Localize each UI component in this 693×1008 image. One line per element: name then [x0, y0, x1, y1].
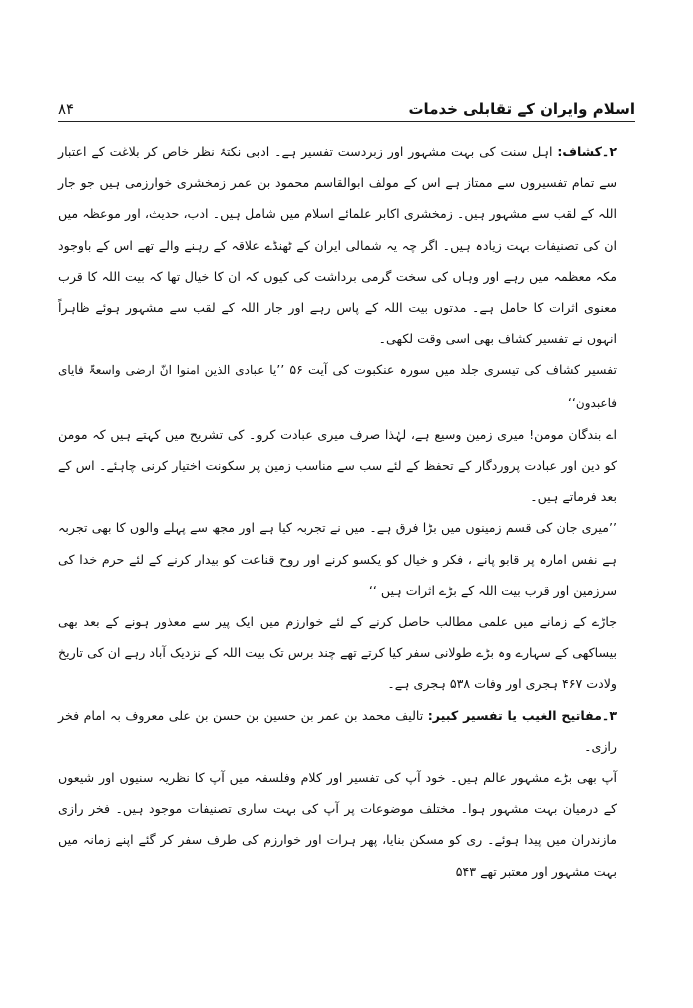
paragraph-text: اے بندگان مومن! میری زمین وسیع ہے، لہٰذا صرف میری عبادت کرو۔ کی تشریح میں کہتے ہیں کہ مومن کو دین اور عبادت پروردگار کے تحفظ کے لئے سب سے مناسب زمین پر سکونت اختیار کرنی چاہئے۔ اس کے بعد فرماتے ہیں۔: [58, 426, 617, 505]
section-heading-kashaf: ۲۔کشاف:: [557, 144, 617, 159]
section-heading-mafatih: ۳۔مفاتیح الغیب یا تفسیر کبیر:: [427, 707, 617, 723]
running-header: [58, 92, 635, 118]
closing-quote: ‘‘: [567, 394, 576, 410]
page-number: ۸۴: [58, 100, 75, 118]
running-title: اسلام وایران کے تقابلی خدمات: [408, 100, 635, 118]
paragraph-text: اہل سنت کی بہت مشہور اور زبردست تفسیر ہے۔ ادبی نکتۂ نظر خاص کر بلاغت کے اعتبار سے تمام تفسیروں سے ممتاز ہے اس کے مولف ابوالقاسم محمود بن عمر زمخشری خوارزمی ہیں جو جار اللہ کے لقب سے مشہور ہیں۔ زمخشری اکابر علمائے اسلام میں شامل ہیں۔ ادب، حدیث، اور موعظہ میں ان کی تصنیفات بہت زیادہ ہیں۔ اگر چہ یہ شمالی ایران کے ٹھنڈے علاقہ کے رہنے والے تھے اس کے باوجود مکہ معظمہ میں رہے اور وہاں کی سخت گرمی برداشت کی کیوں کہ ان کا خیال تھا کہ بیت اللہ کا قرب معنوی اثرات کا حامل ہے۔ مدتوں بیت اللہ کے پاس رہے اور جار اللہ کے لقب سے مشہور ہوئے ظاہراً انہوں نے تفسیر کشاف بھی اسی وقت لکھی۔: [58, 144, 617, 347]
paragraph-text: آپ بھی بڑے مشہور عالم ہیں۔ خود آپ کی تفسیر اور کلام وفلسفہ میں آپ کا نظریہ سنیوں اور شیعوں کے درمیان بہت مشہور ہوا۔ مختلف موضوعات پر آپ کی بہت ساری تصنیفات موجود ہیں۔ فخر رازی مازندران میں پیدا ہوئے۔ ری کو مسکن بنایا، پھر ہرات اور خوارزم کی طرف سفر کر گئے اپنے زمانہ میں بہت مشہور اور معتبر تھے ۵۴۳: [58, 770, 617, 879]
paragraph-quotation: [58, 512, 635, 606]
paragraph-text: ’’میری جان کی قسم زمینوں میں بڑا فرق ہے۔ میں نے تجربہ کیا ہے اور مجھ سے پہلے والوں کا بھی تجربہ ہے نفس امارہ پر قابو پانے ، فکر و خیال کو یکسو کرنے اور روح قناعت کو بیدار کرنے کے لئے حرم خدا کی سرزمین اور قرب بیت اللہ کے بڑے اثرات ہیں ‘‘: [58, 520, 617, 598]
paragraph-ayah-reference: [58, 354, 635, 418]
paragraph-biography: [58, 606, 635, 700]
paragraph-text: تالیف محمد بن عمر بن حسین بن حسن بن علی معروف بہ امام فخر رازی۔: [58, 707, 617, 754]
paragraph-mafatih: [58, 700, 635, 762]
paragraph-text: جاڑے کے زمانے میں علمی مطالب حاصل کرنے کے لئے خوارزم میں ایک پیر سے معذور ہونے کے بعد بھی بیساکھی کے سہارے وہ بڑے طولانی سفر کیا کرتے تھے چند برس تک بیت اللہ کے نزدیک آباد رہے ان کی تاریخ ولادت ۴۶۷ ہجری اور وفات ۵۳۸ ہجری ہے۔: [58, 614, 617, 692]
page-body: [58, 136, 635, 887]
paragraph-text: تفسیر کشاف کی تیسری جلد میں سورہ عنکبوت کی آیت ۵۶ ’’: [276, 362, 617, 378]
paragraph-translation: [58, 419, 635, 513]
arabic-verse: یا عبادی الذین امنوا انّ ارضی واسعۃٌ فایای فاعبدون: [58, 363, 617, 410]
paragraph-razi: [58, 762, 635, 887]
header-divider: [58, 121, 635, 122]
paragraph-kashaf: [58, 136, 635, 354]
